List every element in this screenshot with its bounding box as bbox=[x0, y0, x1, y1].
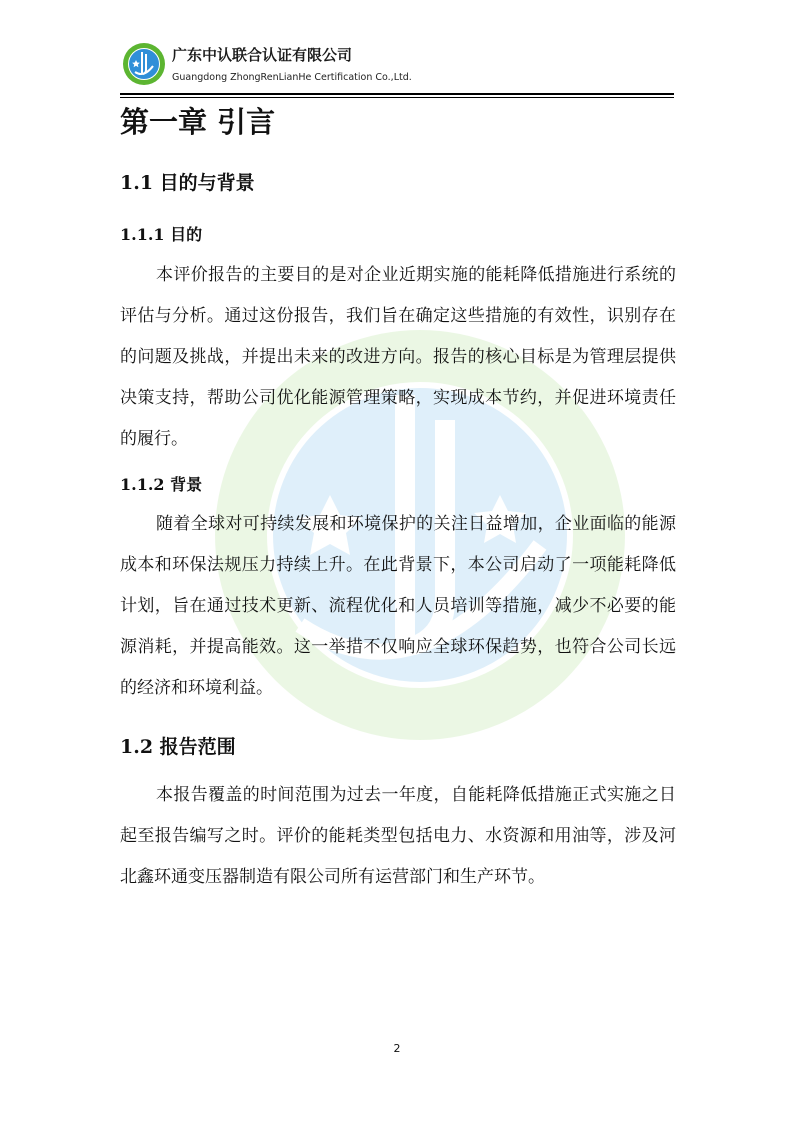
section-1-1-2-heading: 1.1.2 背景 bbox=[120, 475, 203, 494]
company-name-chinese: 广东中认联合认证有限公司 bbox=[172, 46, 353, 64]
chapter-title: 第一章 引言 bbox=[120, 105, 276, 139]
page-number: 2 bbox=[393, 1042, 401, 1055]
header-rule-thick bbox=[120, 93, 674, 95]
page-header bbox=[122, 40, 674, 96]
section-1-1-1-heading: 1.1.1 目的 bbox=[120, 225, 203, 244]
company-logo-icon bbox=[122, 42, 166, 86]
header-rule-thin bbox=[120, 97, 674, 98]
section-1-1-heading: 1.1 目的与背景 bbox=[120, 172, 255, 194]
section-1-2-paragraph: 本报告覆盖的时间范围为过去一年度，自能耗降低措施正式实施之日起至报告编写之时。评价的能耗类型包括电力、水资源和用油等，涉及河北鑫环通变压器制造有限公司所有运营部门和生产环节。 bbox=[120, 785, 676, 887]
section-1-2-heading: 1.2 报告范围 bbox=[120, 736, 236, 758]
section-1-1-1-paragraph: 本评价报告的主要目的是对企业近期实施的能耗降低措施进行系统的评估与分析。通过这份报告，我们旨在确定这些措施的有效性，识别存在的问题及挑战，并提出未来的改进方向。报告的核心目标是为管理层提供决策支持，帮助公司优化能源管理策略，实现成本节约，并促进环境责任的履行。 bbox=[120, 265, 676, 449]
company-name-english: Guangdong ZhongRenLianHe Certification Co.,Ltd. bbox=[172, 72, 412, 83]
section-1-1-2-paragraph: 随着全球对可持续发展和环境保护的关注日益增加，企业面临的能源成本和环保法规压力持续上升。在此背景下，本公司启动了一项能耗降低计划，旨在通过技术更新、流程优化和人员培训等措施，减少不必要的能源消耗，并提高能效。这一举措不仅响应全球环保趋势，也符合公司长远的经济和环境利益。 bbox=[120, 514, 676, 698]
